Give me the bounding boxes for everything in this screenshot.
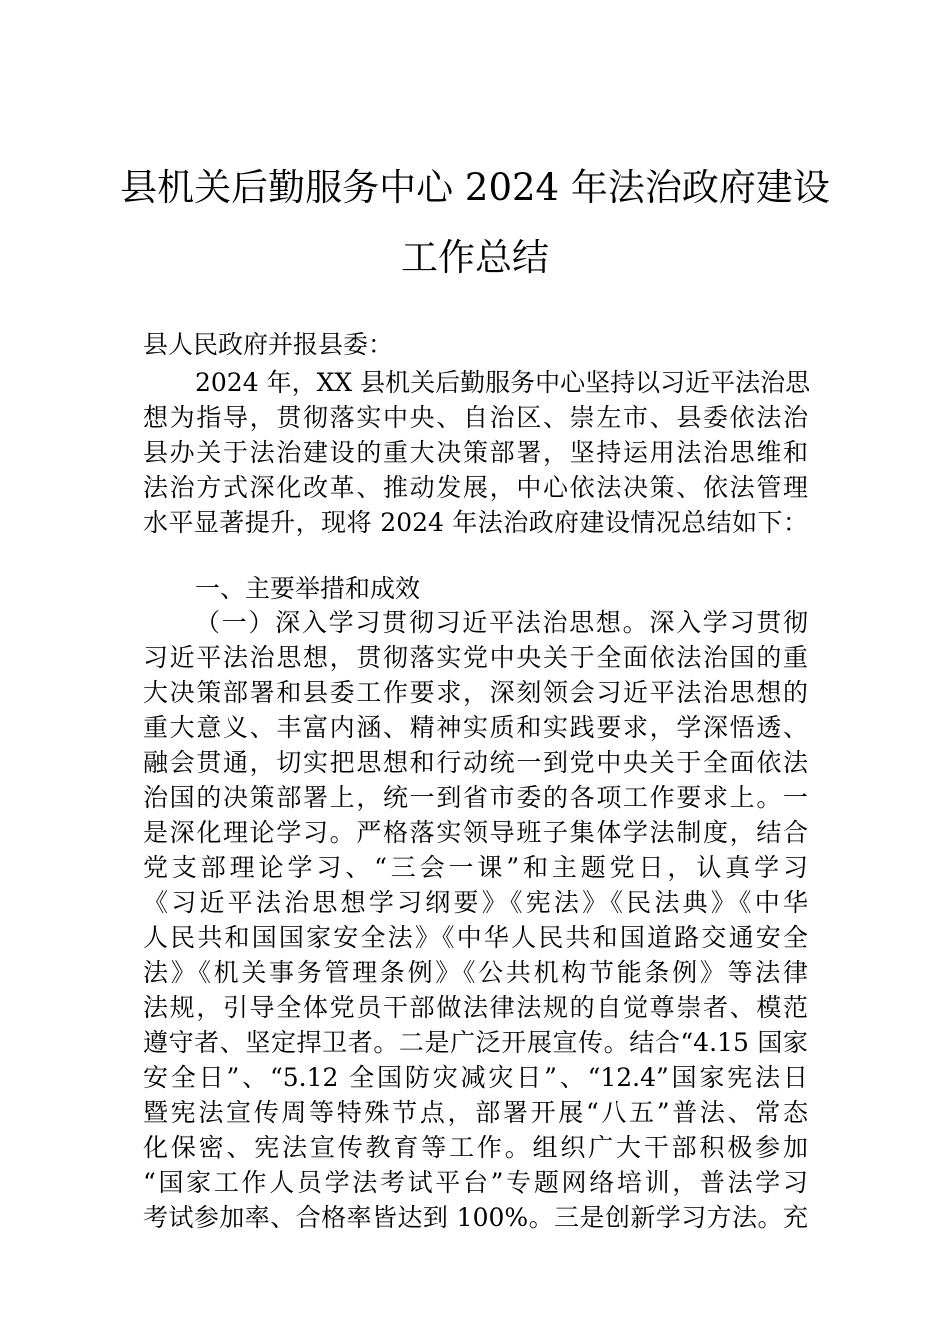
body-line: 治国的决策部署上，统一到省市委的各项工作要求上。一 [143,783,808,812]
intro-line: 县办关于法治建设的重大决策部署，坚持运用法治思维和 [143,438,808,467]
body-line: 习近平法治思想，贯彻落实党中央关于全面依法治国的重 [143,643,808,672]
body-line: （一）深入学习贯彻习近平法治思想。深入学习贯彻 [195,608,808,637]
body-line: 《习近平法治思想学习纲要》《宪法》《民法典》《中华 [143,888,808,917]
salutation: 县人民政府并报县委： [143,330,394,359]
body-line: 暨宪法宣传周等特殊节点，部署开展“八五”普法、常态 [143,1098,808,1127]
document-title-line-1: 县机关后勤服务中心 2024 年法治政府建设 [120,166,830,209]
body-line: 化保密、宪法宣传教育等工作。组织广大干部积极参加 [143,1133,808,1162]
body-line: 法》《机关事务管理条例》《公共机构节能条例》等法律 [143,958,808,987]
document-title-line-2: 工作总结 [401,236,549,279]
intro-line: 想为指导，贯彻落实中央、自治区、崇左市、县委依法治 [143,403,808,432]
body-line: 法规，引导全体党员干部做法律法规的自觉尊崇者、模范 [143,993,808,1022]
body-line: 党支部理论学习、“三会一课”和主题党日，认真学习 [143,853,808,882]
body-line: 安全日”、“5.12 全国防灾减灾日”、“12.4”国家宪法日 [143,1063,808,1092]
body-line: 人民共和国国家安全法》《中华人民共和国道路交通安全 [143,923,808,952]
body-line: 考试参加率、合格率皆达到 100%。三是创新学习方法。充 [143,1203,808,1232]
body-line: 重大意义、丰富内涵、精神实质和实践要求，学深悟透、 [143,713,808,742]
body-line: “国家工作人员学法考试平台”专题网络培训，普法学习 [143,1168,808,1197]
section-heading: 一、主要举措和成效 [195,574,421,603]
body-line: 是深化理论学习。严格落实领导班子集体学法制度，结合 [143,818,808,847]
intro-line: 2024 年，XX 县机关后勤服务中心坚持以习近平法治思 [195,368,811,397]
body-line: 大决策部署和县委工作要求，深刻领会习近平法治思想的 [143,678,808,707]
body-line: 遵守者、坚定捍卫者。二是广泛开展宣传。结合“4.15 国家 [143,1028,808,1057]
body-line: 融会贯通，切实把思想和行动统一到党中央关于全面依法 [143,748,808,777]
intro-line: 水平显著提升，现将 2024 年法治政府建设情况总结如下： [143,508,808,537]
intro-line: 法治方式深化改革、推动发展，中心依法决策、依法管理 [143,473,808,502]
